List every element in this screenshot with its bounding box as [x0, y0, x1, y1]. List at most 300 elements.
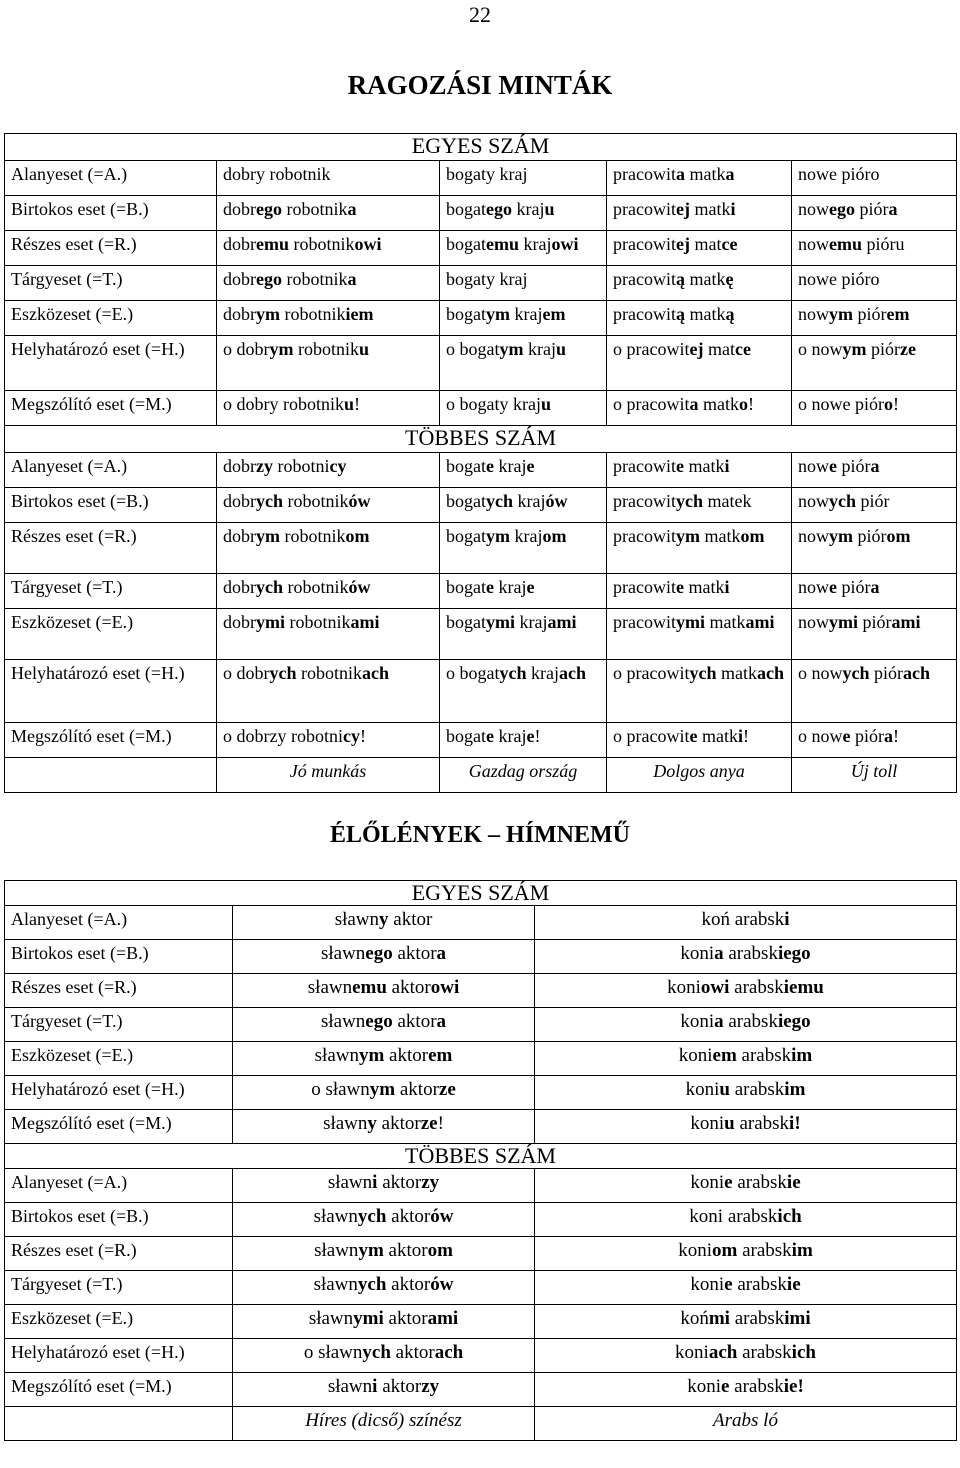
stem-text: now	[798, 612, 829, 632]
ending-text: cy	[342, 726, 360, 746]
stem-text: pracowit	[613, 234, 676, 254]
form-cell	[217, 523, 440, 574]
stem-text: dobr	[223, 612, 256, 632]
stem-text: matk	[698, 394, 739, 414]
ending-text: a	[714, 1011, 724, 1032]
stem-text: sławn	[334, 909, 380, 930]
stem-text: bogat	[446, 491, 486, 511]
table-row	[5, 161, 957, 196]
case-label: Megszólító eset (=M.)	[5, 1373, 233, 1407]
stem-text: aktor	[383, 1308, 428, 1329]
case-label: Birtokos eset (=B.)	[5, 488, 217, 523]
stem-text: o pracowit	[613, 394, 690, 414]
stem-text: now	[798, 526, 829, 546]
stem-text: robotnik	[293, 339, 359, 359]
form-cell	[607, 523, 792, 574]
form-cell	[792, 523, 957, 574]
ending-text: im	[784, 1079, 806, 1100]
stem-text: robotnik	[283, 491, 349, 511]
caption-row	[5, 1407, 957, 1441]
ending-text: ymi	[486, 612, 515, 632]
form-cell	[535, 1271, 957, 1305]
ending-text: a	[436, 1011, 447, 1032]
table-row	[5, 453, 957, 488]
ending-text: ym	[486, 526, 510, 546]
case-label: Birtokos eset (=B.)	[5, 196, 217, 231]
form-cell	[792, 391, 957, 426]
stem-text: pracowit	[613, 491, 676, 511]
table-row	[5, 196, 957, 231]
ending-text: ę	[725, 269, 734, 289]
form-cell	[535, 974, 957, 1008]
case-label: Megszólító eset (=M.)	[5, 723, 217, 758]
stem-text: piór	[858, 612, 892, 632]
stem-text: now	[798, 577, 829, 597]
case-label: Eszközeset (=E.)	[5, 301, 217, 336]
table-row	[5, 1008, 957, 1042]
stem-text: matk	[704, 612, 746, 632]
stem-text: matk	[716, 663, 757, 683]
ending-text: ej	[675, 199, 690, 219]
stem-text: robotnik	[289, 234, 355, 254]
stem-text: o sławn	[311, 1079, 370, 1100]
stem-text: o dobr	[223, 663, 270, 683]
ending-text: ego	[256, 199, 282, 219]
stem-text: mat	[703, 339, 735, 359]
ending-text: i	[737, 726, 743, 746]
caption-cell: Arabs ló	[535, 1407, 957, 1441]
ending-text: ach	[434, 1342, 464, 1363]
form-cell	[217, 161, 440, 196]
stem-text: kraj	[515, 612, 548, 632]
ending-text: emu	[256, 234, 289, 254]
form-cell	[440, 161, 607, 196]
form-cell	[217, 574, 440, 609]
ending-text: a	[870, 456, 880, 476]
caption-cell: Jó munkás	[217, 758, 440, 793]
stem-text: now	[798, 234, 829, 254]
table-row	[5, 609, 957, 660]
stem-text: matk	[684, 269, 726, 289]
ending-text: im	[791, 1045, 813, 1066]
ending-text: e	[526, 726, 535, 746]
stem-text: sławn	[313, 1206, 358, 1227]
form-cell	[440, 231, 607, 266]
table-row	[5, 1110, 957, 1144]
stem-text: robotni	[273, 456, 330, 476]
form-cell	[440, 453, 607, 488]
ending-text: ym	[829, 526, 853, 546]
ending-text: imi	[784, 1308, 811, 1329]
stem-text: arabsk	[737, 1240, 792, 1261]
stem-text: koni	[667, 977, 701, 998]
case-label: Részes eset (=R.)	[5, 974, 233, 1008]
case-label: Helyhatározó eset (=H.)	[5, 660, 217, 723]
table-row	[5, 974, 957, 1008]
ending-text: om	[542, 526, 567, 546]
ending-text: o	[883, 394, 893, 414]
form-cell	[535, 1237, 957, 1271]
stem-text: aktor	[395, 1079, 439, 1100]
stem-text: o dobrzy robotni	[223, 726, 343, 746]
stem-text: !	[354, 394, 361, 414]
table-row	[5, 1042, 957, 1076]
ending-text: e	[689, 726, 698, 746]
form-cell	[233, 1076, 535, 1110]
ending-text: e	[724, 1172, 733, 1193]
stem-text: kraj	[513, 491, 546, 511]
form-cell	[535, 1076, 957, 1110]
stem-text: matk	[684, 304, 726, 324]
form-cell	[792, 196, 957, 231]
ending-text: a	[725, 164, 735, 184]
stem-text: arabsk	[737, 1342, 792, 1363]
ending-text: a	[870, 577, 880, 597]
table-row	[5, 1237, 957, 1271]
form-cell	[440, 574, 607, 609]
stem-text: dobr	[223, 491, 256, 511]
ending-text: emu	[829, 234, 862, 254]
form-cell	[233, 1305, 535, 1339]
ending-text: ych	[842, 663, 870, 683]
ending-text: ych	[357, 1206, 387, 1227]
ending-text: ą	[725, 304, 735, 324]
stem-text: piór	[853, 526, 887, 546]
stem-text: sławn	[314, 1240, 359, 1261]
table-row	[5, 906, 957, 940]
stem-text: arabsk	[723, 1011, 778, 1032]
ending-text: e	[526, 577, 535, 597]
caption-cell: Új toll	[792, 758, 957, 793]
stem-text: now	[798, 491, 829, 511]
stem-text: !	[743, 726, 749, 746]
ending-text: ach	[708, 1342, 738, 1363]
case-label: Alanyeset (=A.)	[5, 1169, 233, 1203]
ending-text: zy	[421, 1172, 440, 1193]
ending-text: ą	[675, 269, 685, 289]
stem-text: aktor	[376, 1113, 421, 1134]
form-cell	[233, 1237, 535, 1271]
ending-text: ym	[369, 1079, 396, 1100]
stem-text: o pracowit	[613, 726, 690, 746]
caption-row	[5, 758, 957, 793]
ending-text: ce	[721, 234, 738, 254]
ending-text: ym	[829, 304, 853, 324]
stem-text: o now	[798, 663, 843, 683]
form-cell	[233, 1169, 535, 1203]
ending-text: ów	[430, 1274, 454, 1295]
stem-text: sławn	[313, 1274, 358, 1295]
form-cell	[217, 196, 440, 231]
stem-text: bogat	[446, 234, 486, 254]
caption-empty	[5, 758, 217, 793]
ending-text: cy	[329, 456, 347, 476]
section-title: ÉLŐLÉNYEK – HÍMNEMŰ	[329, 822, 631, 848]
stem-text: arabsk	[729, 1079, 785, 1100]
form-cell	[607, 231, 792, 266]
stem-text: o now	[798, 726, 843, 746]
stem-text: now	[798, 199, 829, 219]
stem-text: mat	[689, 234, 722, 254]
stem-text: kraj	[523, 339, 556, 359]
stem-text: kraj	[494, 456, 527, 476]
form-cell	[233, 1203, 535, 1237]
ending-text: ów	[545, 491, 568, 511]
form-cell	[607, 336, 792, 391]
stem-text: koni	[687, 1376, 721, 1397]
stem-text: arabsk	[729, 1376, 784, 1397]
stem-text: aktor	[388, 909, 433, 930]
form-cell	[535, 1169, 957, 1203]
ending-text: e	[675, 456, 684, 476]
stem-text: koni	[680, 1011, 715, 1032]
ending-text: om	[345, 526, 370, 546]
ending-text: ych	[362, 1342, 391, 1363]
stem-text: arabsk	[732, 1274, 787, 1295]
stem-text: koni arabsk	[689, 1206, 778, 1227]
form-cell	[233, 1271, 535, 1305]
stem-text: !	[892, 394, 899, 414]
form-cell	[607, 266, 792, 301]
ending-text: a	[884, 726, 893, 746]
form-cell	[535, 1339, 957, 1373]
ending-text: ymi	[256, 612, 285, 632]
form-cell	[217, 391, 440, 426]
case-label: Eszközeset (=E.)	[5, 1305, 233, 1339]
form-cell	[217, 723, 440, 758]
table-row	[5, 523, 957, 574]
ending-text: ego	[365, 1011, 393, 1032]
ending-text: ym	[675, 526, 700, 546]
plural-header-row	[5, 426, 957, 453]
ending-text: ce	[734, 339, 751, 359]
stem-text: aktor	[383, 1240, 428, 1261]
form-cell	[607, 301, 792, 336]
stem-text: sławn	[320, 1011, 366, 1032]
ending-text: ze	[900, 339, 916, 359]
ending-text: e	[486, 726, 494, 746]
ending-text: e	[675, 577, 684, 597]
ending-text: ami	[547, 612, 577, 632]
stem-text: kraj	[494, 726, 527, 746]
stem-text: kraj	[526, 663, 559, 683]
form-cell	[440, 301, 607, 336]
stem-text: o nowe piór	[798, 394, 884, 414]
ending-text: ą	[675, 304, 685, 324]
ending-text: u	[724, 1113, 735, 1134]
table-row	[5, 231, 957, 266]
stem-text: bogat	[446, 456, 486, 476]
ending-text: ych	[499, 663, 527, 683]
table-row	[5, 1169, 957, 1203]
ending-text: e	[486, 577, 494, 597]
form-cell	[792, 609, 957, 660]
form-cell	[440, 488, 607, 523]
ending-text: om	[427, 1240, 453, 1261]
stem-text: o dobr	[223, 339, 270, 359]
form-cell	[607, 391, 792, 426]
stem-text: !	[893, 726, 899, 746]
stem-text: koń	[680, 1308, 709, 1329]
stem-text: piór	[837, 456, 871, 476]
table-row	[5, 660, 957, 723]
form-cell	[792, 231, 957, 266]
stem-text: sławn	[307, 977, 353, 998]
stem-text: robotnik	[280, 304, 346, 324]
table-row	[5, 1203, 957, 1237]
ending-text: ych	[486, 491, 513, 511]
ending-text: iego	[777, 943, 811, 964]
form-cell	[607, 574, 792, 609]
ending-text: i	[372, 1172, 378, 1193]
ending-text: ach	[756, 663, 784, 683]
ending-text: i	[372, 1376, 378, 1397]
stem-text: matk	[697, 726, 738, 746]
stem-text: kraj	[519, 234, 552, 254]
ending-text: ego	[365, 943, 393, 964]
table-row	[5, 940, 957, 974]
singular-header: EGYES SZÁM	[5, 134, 957, 161]
stem-text: !	[359, 726, 366, 746]
stem-text: dobr	[223, 526, 256, 546]
case-label: Birtokos eset (=B.)	[5, 940, 233, 974]
form-cell	[535, 1305, 957, 1339]
stem-text: !	[437, 1113, 444, 1134]
ending-text: iego	[777, 1011, 811, 1032]
form-cell	[217, 266, 440, 301]
form-cell	[440, 266, 607, 301]
ending-text: ych	[829, 491, 856, 511]
stem-text: robotnik	[282, 199, 348, 219]
singular-header: EGYES SZÁM	[5, 881, 957, 906]
table-row	[5, 1339, 957, 1373]
singular-header-row	[5, 134, 957, 161]
form-cell	[233, 906, 535, 940]
ending-text: ym	[358, 1045, 385, 1066]
stem-text: arabsk	[729, 1308, 785, 1329]
form-cell	[607, 196, 792, 231]
ending-text: ie!	[783, 1376, 804, 1397]
form-cell	[607, 453, 792, 488]
stem-text: sławn	[314, 1045, 359, 1066]
ending-text: i	[724, 456, 730, 476]
form-cell	[792, 574, 957, 609]
form-cell	[607, 660, 792, 723]
stem-text: aktor	[392, 943, 437, 964]
form-cell	[217, 336, 440, 391]
form-cell	[217, 453, 440, 488]
stem-text: robotnik	[282, 269, 348, 289]
stem-text: piór	[856, 491, 890, 511]
form-cell	[217, 488, 440, 523]
caption-cell: Híres (dicső) színész	[233, 1407, 535, 1441]
ending-text: iem	[345, 304, 374, 324]
ending-text: ami	[891, 612, 921, 632]
stem-text: o now	[798, 339, 843, 359]
ending-text: ym	[256, 526, 280, 546]
ending-text: ym	[486, 304, 510, 324]
table-row	[5, 723, 957, 758]
stem-text: aktor	[390, 1342, 435, 1363]
form-cell	[217, 609, 440, 660]
ending-text: zy	[421, 1376, 440, 1397]
case-label: Helyhatározó eset (=H.)	[5, 1076, 233, 1110]
ending-text: a	[714, 943, 724, 964]
stem-text: arabsk	[732, 1172, 787, 1193]
form-cell	[233, 1339, 535, 1373]
ending-text: i	[789, 1113, 795, 1134]
form-cell	[535, 1373, 957, 1407]
stem-text: aktor	[377, 1172, 422, 1193]
ending-text: ach	[558, 663, 586, 683]
form-cell	[217, 660, 440, 723]
table-row	[5, 391, 957, 426]
form-cell	[792, 660, 957, 723]
form-cell	[535, 1008, 957, 1042]
stem-text: nowe pióro	[798, 164, 880, 184]
stem-text: bogat	[446, 199, 486, 219]
stem-text: robotnik	[283, 577, 349, 597]
declension-table-animate-masculine	[4, 880, 957, 1441]
stem-text: pracowit	[613, 526, 676, 546]
form-cell	[217, 231, 440, 266]
stem-text: pracowit	[613, 456, 676, 476]
ending-text: owi	[430, 977, 460, 998]
case-label: Tárgyeset (=T.)	[5, 1271, 233, 1305]
ending-text: ymi	[353, 1308, 384, 1329]
stem-text: koni	[690, 1113, 725, 1134]
stem-text: piór	[855, 199, 889, 219]
table-row	[5, 266, 957, 301]
table-row	[5, 336, 957, 391]
table-row	[5, 1271, 957, 1305]
stem-text: robotnik	[296, 663, 362, 683]
ending-text: ych	[357, 1274, 387, 1295]
ending-text: ych	[689, 663, 717, 683]
ending-text: ach	[362, 663, 389, 683]
stem-text: robotnik	[280, 526, 346, 546]
ending-text: e	[720, 1376, 730, 1397]
stem-text: arabsk	[723, 943, 778, 964]
ending-text: u	[540, 394, 551, 414]
form-cell	[535, 1203, 957, 1237]
stem-text: sławn	[320, 943, 366, 964]
stem-text: piór	[850, 726, 884, 746]
table-row	[5, 1373, 957, 1407]
ending-text: ego	[256, 269, 282, 289]
ending-text: e	[526, 456, 535, 476]
stem-text: piór	[837, 577, 871, 597]
ending-text: i	[724, 577, 730, 597]
ending-text: ich	[791, 1342, 816, 1363]
table-row	[5, 1076, 957, 1110]
ending-text: y	[367, 1113, 377, 1134]
stem-text: !	[747, 394, 754, 414]
stem-text: aktor	[392, 1011, 437, 1032]
form-cell	[792, 336, 957, 391]
stem-text: dobr	[223, 304, 256, 324]
table-row	[5, 301, 957, 336]
stem-text: now	[798, 304, 829, 324]
stem-text: koni	[680, 943, 715, 964]
stem-text: pracowit	[613, 164, 676, 184]
ending-text: a	[689, 394, 699, 414]
stem-text: dobr	[223, 234, 256, 254]
ending-text: iemu	[783, 977, 824, 998]
ending-text: ym	[358, 1240, 384, 1261]
stem-text: kraj	[510, 304, 543, 324]
ending-text: ów	[348, 491, 371, 511]
